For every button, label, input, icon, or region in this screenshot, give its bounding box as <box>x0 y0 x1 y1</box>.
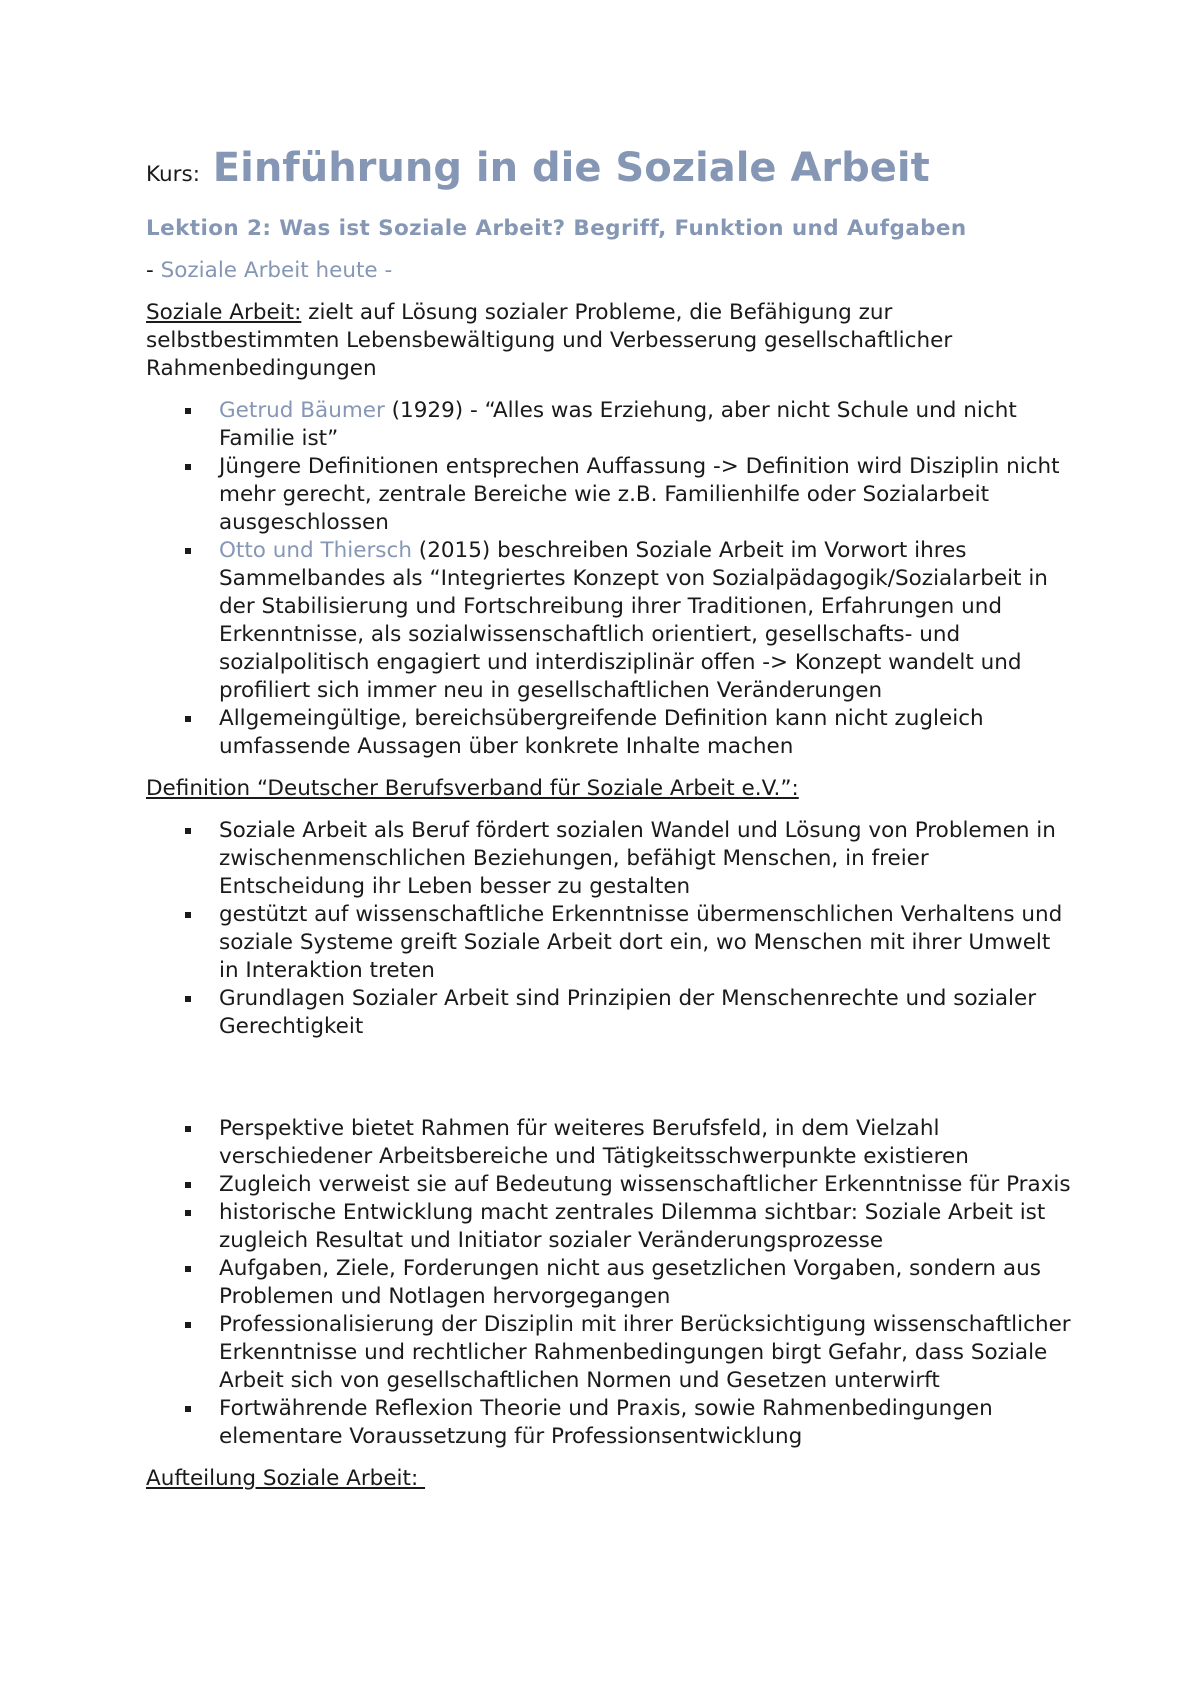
definition-paragraph <box>146 299 1076 383</box>
document-page <box>146 140 1076 1507</box>
spacer <box>146 1055 1076 1115</box>
section-heading <box>146 257 1076 285</box>
list-item <box>146 453 1076 537</box>
bullet-list-dbsh <box>146 817 1076 1041</box>
list-item: Professionalisierung der Disziplin mit ihrer Berücksichtigung wissenschaftlicher Erkenntnisse und rechtlicher Rahmenbedingungen birgt Gefahr, dass Soziale Arbeit sich von gesellschaftlichen Normen und Gesetzen unterwirft <box>146 1311 1076 1395</box>
author-name: Getrud Bäumer <box>219 398 385 423</box>
list-item-text: (2015) beschreiben Soziale Arbeit im Vorwort ihres Sammelbandes als “Integriertes Konzept von Sozialpädagogik/Sozialarbeit in der Stabilisierung und Fortschreibung ihrer Traditionen, Erfahrungen und Erkenntnisse, als sozialwissenschaftlich orientiert, gesellschafts- und sozialpolitisch engagiert und interdisziplinär offen -> Konzept wandelt und profiliert sich immer neu in gesellschaftlichen Veränderungen <box>219 538 1048 703</box>
bullet-list-definitions <box>146 397 1076 761</box>
list-item-text: Allgemeingültige, bereichsübergreifende Definition kann nicht zugleich umfassende Aussagen über konkrete Inhalte machen <box>219 706 984 759</box>
section-dash-left: - <box>146 258 161 283</box>
list-item: Fortwährende Reflexion Theorie und Praxis, sowie Rahmenbedingungen elementare Voraussetzung für Professionsentwicklung <box>146 1395 1076 1451</box>
list-item-text: Jüngere Definitionen entsprechen Auffassung -> Definition wird Disziplin nicht mehr gerecht, zentrale Bereiche wie z.B. Familienhilfe oder Sozialarbeit ausgeschlossen <box>219 454 1060 535</box>
list-item: Perspektive bietet Rahmen für weiteres Berufsfeld, in dem Vielzahl verschiedener Arbeitsbereiche und Tätigkeitsschwerpunkte existieren <box>146 1115 1076 1171</box>
list-item: gestützt auf wissenschaftliche Erkenntnisse übermenschlichen Verhaltens und soziale Systeme greift Soziale Arbeit dort ein, wo Menschen mit ihrer Umwelt in Interaktion treten <box>146 901 1076 985</box>
section-title: Soziale Arbeit heute <box>160 258 378 283</box>
list-item <box>146 397 1076 453</box>
section-dash-right: - <box>377 258 393 283</box>
course-label: Kurs: <box>146 162 200 187</box>
bullet-list-perspective <box>146 1115 1076 1451</box>
dbsh-definition-heading: Definition “Deutscher Berufsverband für Soziale Arbeit e.V.”: <box>146 776 799 801</box>
definition-text: zielt auf Lösung sozialer Probleme, die Befähigung zur selbstbestimmten Lebensbewältigung und Verbesserung gesellschaftlicher Rahmenbedingungen <box>146 300 953 381</box>
definition-term: Soziale Arbeit: <box>146 300 302 325</box>
course-title: Einführung in die Soziale Arbeit <box>212 145 930 191</box>
list-item: Zugleich verweist sie auf Bedeutung wissenschaftlicher Erkenntnisse für Praxis <box>146 1171 1076 1199</box>
list-item: Grundlagen Sozialer Arbeit sind Prinzipien der Menschenrechte und sozialer Gerechtigkeit <box>146 985 1076 1041</box>
course-title-line <box>146 140 1076 203</box>
list-item: historische Entwicklung macht zentrales Dilemma sichtbar: Soziale Arbeit ist zugleich Resultat und Initiator sozialer Veränderungsprozesse <box>146 1199 1076 1255</box>
aufteilung-heading: Aufteilung Soziale Arbeit: <box>146 1466 426 1491</box>
lesson-title: Lektion 2: Was ist Soziale Arbeit? Begriff, Funktion und Aufgaben <box>146 216 967 241</box>
list-item-text: (1929) - “Alles was Erziehung, aber nicht Schule und nicht Familie ist” <box>219 398 1017 451</box>
list-item <box>146 537 1076 705</box>
list-item <box>146 705 1076 761</box>
list-item: Soziale Arbeit als Beruf fördert sozialen Wandel und Lösung von Problemen in zwischenmenschlichen Beziehungen, befähigt Menschen, in freier Entscheidung ihr Leben besser zu gestalten <box>146 817 1076 901</box>
list-item: Aufgaben, Ziele, Forderungen nicht aus gesetzlichen Vorgaben, sondern aus Problemen und Notlagen hervorgegangen <box>146 1255 1076 1311</box>
author-name: Otto und Thiersch <box>219 538 412 563</box>
